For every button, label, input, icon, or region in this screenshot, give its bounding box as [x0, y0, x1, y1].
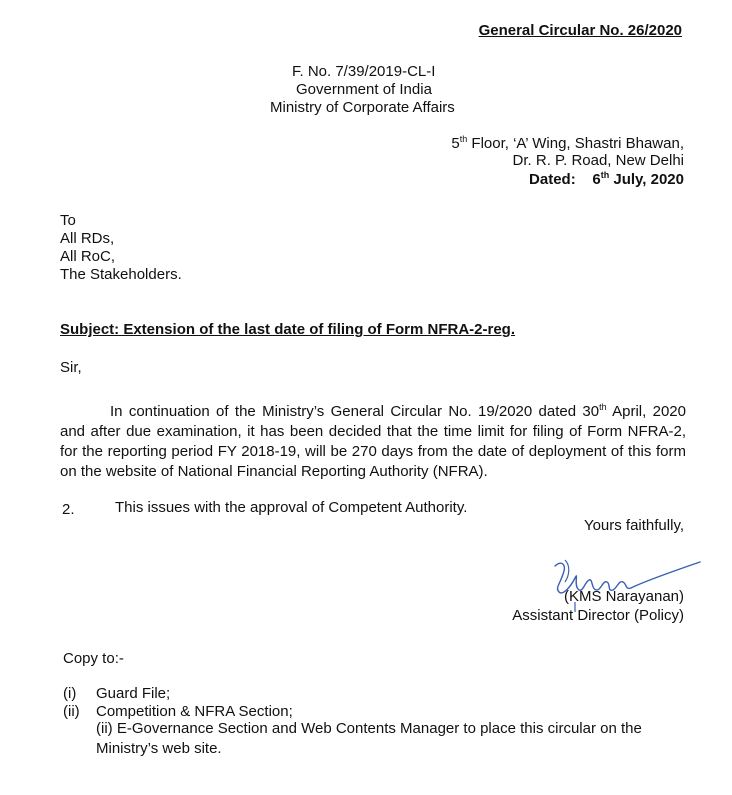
floor-number: 5	[451, 135, 460, 152]
body-paragraph-1	[60, 397, 686, 482]
paragraph-2-text: This issues with the approval of Competent Authority.	[115, 499, 468, 516]
copy-item-2-num: (ii)	[63, 703, 80, 720]
government-line: Government of India	[296, 81, 432, 98]
to-label: To	[60, 212, 76, 229]
copy-item-1-text: Guard File;	[96, 685, 171, 702]
dated-day: 6	[592, 171, 601, 188]
copy-item-3-num: (ii)	[96, 720, 113, 737]
addressee-2: All RoC,	[60, 248, 116, 265]
signatory-name: (KMS Narayanan)	[563, 588, 684, 605]
closing: Yours faithfully,	[583, 517, 684, 534]
copy-item-3-text: E-Governance Section and Web Contents Manager to place this circular on the Ministry’s web site.	[96, 720, 642, 757]
addressee-3: The Stakeholders.	[60, 266, 182, 283]
paragraph-2-number: 2.	[62, 501, 75, 518]
dated-sup: th	[600, 170, 610, 180]
copy-item-2-text: Competition & NFRA Section;	[96, 703, 293, 720]
address-line-2: Dr. R. P. Road, New Delhi	[512, 152, 684, 169]
salutation: Sir,	[60, 359, 82, 376]
circular-number: General Circular No. 26/2020	[478, 22, 682, 39]
copy-to-label: Copy to:-	[63, 650, 124, 667]
floor-rest: Floor, ‘A’ Wing, Shastri Bhawan,	[467, 135, 684, 152]
dated-rest: July, 2020	[609, 171, 684, 188]
file-number: F. No. 7/39/2019-CL-I	[292, 63, 436, 80]
address-line-1	[451, 134, 684, 152]
body-p1-a: In continuation of the Ministry’s General Circular No. 19/2020 dated 30	[110, 403, 600, 420]
subject-line: Subject: Extension of the last date of filing of Form NFRA-2-reg.	[60, 321, 516, 338]
dated-line	[529, 170, 684, 188]
copy-item-1-num: (i)	[63, 685, 77, 702]
copy-item-3	[96, 719, 692, 759]
addressee-1: All RDs,	[60, 230, 115, 247]
dated-label: Dated:	[529, 171, 576, 188]
body-p1-sup: th	[599, 402, 607, 412]
floor-sup: th	[459, 134, 468, 144]
signatory-designation: Assistant Director (Policy)	[512, 607, 684, 624]
body-p1-b: April, 2020 and after due examination, it has been decided that the time limit for filing of Form NFRA-2, for the reporting period FY 2018-19, will be 270 days from the date of deployment of this form on the website of National Financial Reporting Authority (NFRA).	[60, 403, 686, 480]
ministry-line: Ministry of Corporate Affairs	[270, 99, 455, 116]
